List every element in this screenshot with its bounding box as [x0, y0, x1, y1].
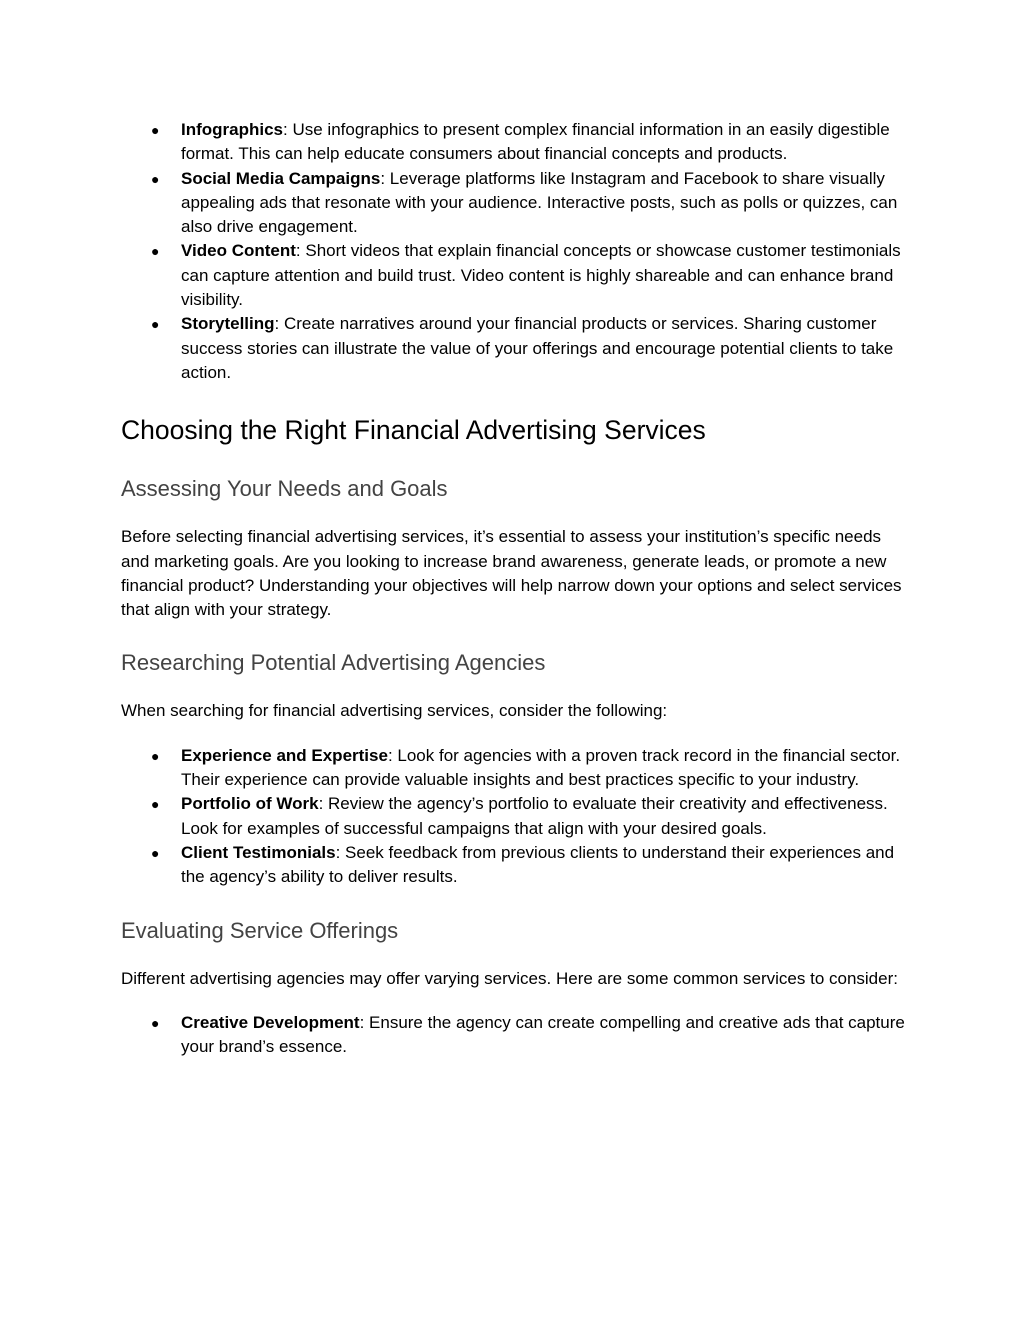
list-item-text: : Create narratives around your financial products or services. Sharing customer success stories can illustrate the value of your offerings and encourage potential clients to take action.: [181, 314, 894, 382]
list-item: [121, 744, 911, 793]
heading-researching-agencies: Researching Potential Advertising Agencies: [121, 650, 546, 676]
bullet-icon: ●: [151, 316, 160, 333]
list-item-text: : Leverage platforms like Instagram and Facebook to share visually appealing ads that resonate with your audience. Interactive posts, such as polls or quizzes, can also drive engagement.: [181, 168, 898, 237]
bullet-icon: ●: [151, 170, 160, 187]
list-item-term: Video Content: [181, 241, 296, 261]
bullet-icon: ●: [151, 1014, 160, 1031]
list-item-text: : Review the agency’s portfolio to evaluate their creativity and effectiveness. Look for examples of successful campaigns that align with your desired goals.: [181, 794, 888, 838]
service-offerings-list: [121, 1011, 911, 1060]
list-item-term: Social Media Campaigns: [181, 168, 381, 188]
list-item-text: : Ensure the agency can create compelling and creative ads that capture your brand’s essence.: [181, 1012, 905, 1057]
list-item-text: : Seek feedback from previous clients to understand their experiences and the agency’s ability to deliver results.: [181, 842, 895, 887]
list-item: [121, 118, 911, 167]
section-title: Choosing the Right Financial Advertising Services: [121, 415, 706, 446]
list-item: [121, 239, 911, 312]
researching-paragraph: When searching for financial advertising services, consider the following:: [121, 701, 668, 721]
list-item-text: : Use infographics to present complex financial information in an easily digestible format. This can help educate consumers about financial concepts and products.: [181, 120, 890, 164]
list-item-term: Portfolio of Work: [181, 794, 319, 814]
list-item-term: Creative Development: [181, 1012, 360, 1032]
bullet-icon: ●: [151, 243, 160, 260]
heading-assessing-needs: Assessing Your Needs and Goals: [121, 476, 448, 502]
document-page: [121, 118, 911, 1059]
heading-evaluating-services: Evaluating Service Offerings: [121, 917, 399, 943]
list-item: [121, 792, 911, 841]
list-item-term: Storytelling: [181, 314, 275, 334]
bullet-icon: ●: [151, 122, 160, 138]
evaluating-paragraph: Different advertising agencies may offer varying services. Here are some common services to consider:: [121, 968, 898, 988]
list-item: [121, 841, 911, 890]
agency-criteria-list: [121, 744, 911, 890]
list-item-term: Client Testimonials: [181, 842, 336, 862]
list-item-term: Infographics: [181, 120, 284, 139]
bullet-icon: ●: [151, 747, 160, 764]
list-item: [121, 167, 911, 240]
list-item-text: : Short videos that explain financial concepts or showcase customer testimonials can capture attention and build trust. Video content is highly shareable and can enhance brand visibility.: [181, 241, 901, 310]
bullet-icon: ●: [151, 796, 160, 813]
content-format-list: [121, 118, 911, 385]
list-item-text: : Look for agencies with a proven track record in the financial sector. Their experience can provide valuable insights and best practices specific to your industry.: [181, 745, 901, 790]
list-item: [121, 312, 911, 385]
list-item-term: Experience and Expertise: [181, 745, 388, 765]
bullet-icon: ●: [151, 844, 160, 861]
assessing-paragraph: Before selecting financial advertising services, it’s essential to assess your institution’s specific needs and marketing goals. Are you looking to increase brand awareness, generate leads, or promote a new financial product? Understanding your objectives will help narrow down your options and select services that align with your strategy.: [121, 527, 902, 620]
list-item: [121, 1011, 911, 1060]
